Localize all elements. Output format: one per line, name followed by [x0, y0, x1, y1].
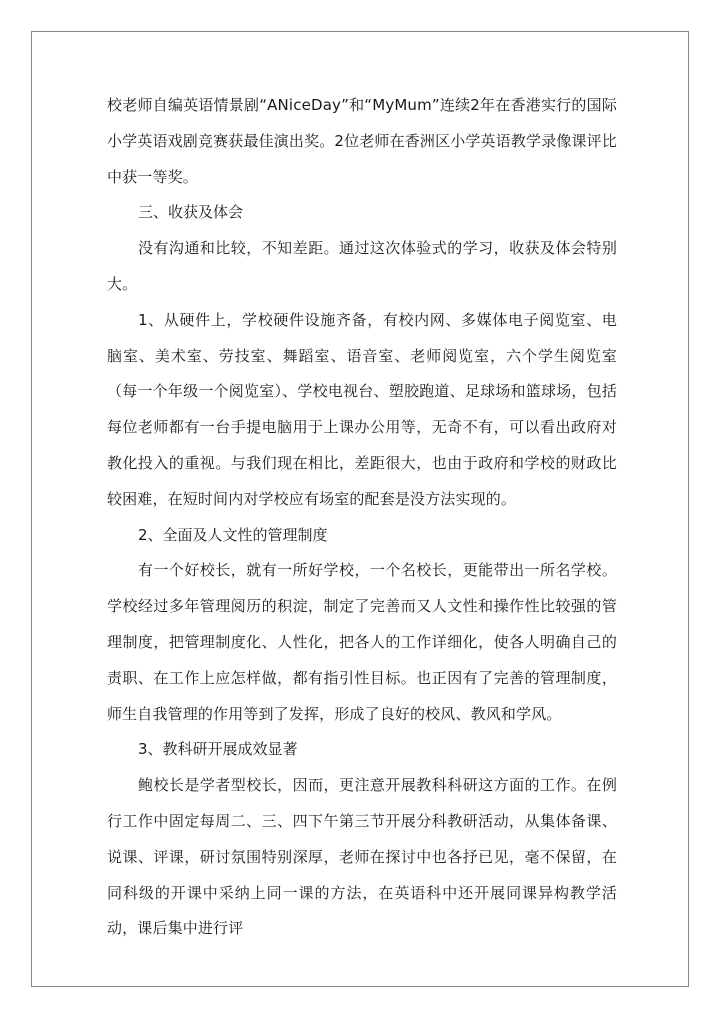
section-heading-harvest: 三、收获及体会	[138, 203, 244, 222]
subheading-research: 3、教科研开展成效显著	[138, 740, 298, 759]
paragraph-management: 有一个好校长，就有一所好学校，一个名校长，更能带出一所名学校。学校经过多年管理阅历的积淀，制定了完善而又人文性和操作性比较强的管理制度，把管理制度化、人性化，把各人的工作详细化，使各人明确自己的责职、在工作上应怎样做，都有指引性目标。也正因有了完善的管理制度，师生自我管理的作用等到了发挥，形成了良好的校风、教风和学风。	[107, 561, 617, 723]
subheading-management: 2、全面及人文性的管理制度	[138, 525, 328, 544]
paragraph-award: 校老师自编英语情景剧“ANiceDay”和“MyMum”连续2年在香港实行的国际小学英语戏剧竞赛获最佳演出奖。2位老师在香洲区小学英语教学录像课评比中获一等奖。	[107, 96, 617, 186]
document-body	[107, 88, 617, 947]
paragraph-intro: 没有沟通和比较，不知差距。通过这次体验式的学习，收获及体会特别大。	[107, 239, 617, 293]
paragraph-research: 鲍校长是学者型校长，因而，更注意开展教科科研这方面的工作。在例行工作中固定每周二、三、四下午第三节开展分科教研活动，从集体备课、说课、评课，研讨氛围特别深厚，老师在探讨中也各抒已见，毫不保留，在同科级的开课中采纳上同一课的方法，在英语科中还开展同课异构教学活动，课后集中进行评	[107, 776, 617, 938]
paragraph-hardware: 1、从硬件上，学校硬件设施齐备，有校内网、多媒体电子阅览室、电脑室、美术室、劳技室、舞蹈室、语音室、老师阅览室，六个学生阅览室（每一个年级一个阅览室）、学校电视台、塑胶跑道、足球场和篮球场，包括每位老师都有一台手提电脑用于上课办公用等，无奇不有，可以看出政府对教化投入的重视。与我们现在相比，差距很大，也由于政府和学校的财政比较困难，在短时间内对学校应有场室的配套是没方法实现的。	[107, 310, 617, 508]
